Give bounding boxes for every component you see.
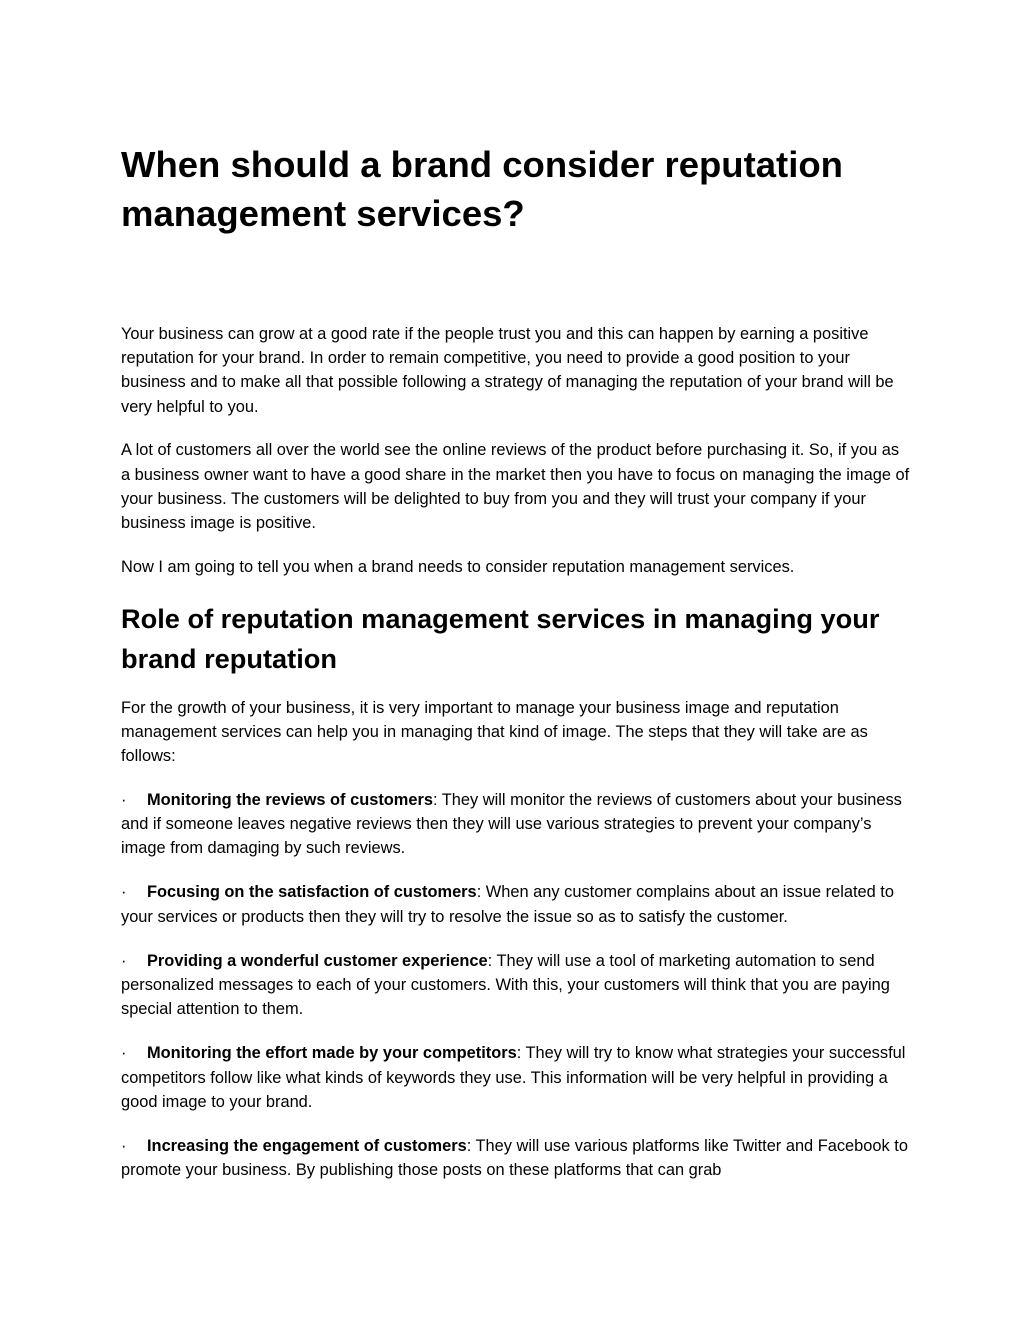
bullet-text: : They will try to know what strategies your successful competitors follow like what kinds of keywords they use. This information will be very helpful in providing a good image to your brand. bbox=[121, 1044, 906, 1111]
bullet-term: Increasing the engagement of customers bbox=[147, 1137, 467, 1156]
intro-paragraph-3: Now I am going to tell you when a brand needs to consider reputation management services. bbox=[121, 557, 795, 576]
bullet-dot: · bbox=[121, 883, 127, 902]
document-page bbox=[121, 140, 911, 1202]
bullet-term: Monitoring the reviews of customers bbox=[147, 790, 433, 809]
bullet-item bbox=[121, 1134, 911, 1182]
intro-paragraph-1: Your business can grow at a good rate if the people trust you and this can happen by earning a positive reputation for your brand. In order to remain competitive, you need to provide a good position to your business and to make all that possible following a strategy of managing the reputation of your brand will be very helpful to you. bbox=[121, 325, 894, 416]
bullet-item bbox=[121, 880, 911, 928]
section-intro-paragraph: For the growth of your business, it is very important to manage your business image and reputation management services can help you in managing that kind of image. The steps that they will take are as follows: bbox=[121, 698, 868, 766]
bullet-term: Monitoring the effort made by your competitors bbox=[147, 1044, 517, 1063]
intro-paragraph-2: A lot of customers all over the world see the online reviews of the product before purchasing it. So, if you as a business owner want to have a good share in the market then you have to focus on managing the image of your business. The customers will be delighted to buy from you and they will trust your company if your business image is positive. bbox=[121, 441, 910, 533]
bullet-item bbox=[121, 949, 911, 1022]
bullet-item bbox=[121, 1041, 911, 1114]
bullet-text: : They will use various platforms like Twitter and Facebook to promote your business. By publishing those posts on these platforms that can grab bbox=[121, 1137, 908, 1180]
bullet-term: Focusing on the satisfaction of customers bbox=[147, 883, 477, 902]
bullet-item bbox=[121, 788, 911, 861]
section-heading: Role of reputation management services in managing your brand reputation bbox=[121, 602, 880, 674]
bullet-text: : When any customer complains about an issue related to your services or products then they will try to resolve the issue so as to satisfy the customer. bbox=[121, 883, 894, 926]
bullet-text: : They will monitor the reviews of customers about your business and if someone leaves negative reviews then they will use various strategies to prevent your company’s image from damaging by such reviews. bbox=[121, 790, 902, 858]
document-title: When should a brand consider reputation management services? bbox=[121, 144, 843, 234]
bullet-dot: · bbox=[121, 1044, 127, 1063]
bullet-dot: · bbox=[121, 1137, 127, 1156]
bullet-dot: · bbox=[121, 790, 127, 809]
bullet-term: Providing a wonderful customer experience bbox=[147, 951, 488, 970]
bullet-text: : They will use a tool of marketing automation to send personalized messages to each of your customers. With this, your customers will think that you are paying special attention to them. bbox=[121, 951, 890, 1019]
bullet-dot: · bbox=[121, 951, 127, 970]
